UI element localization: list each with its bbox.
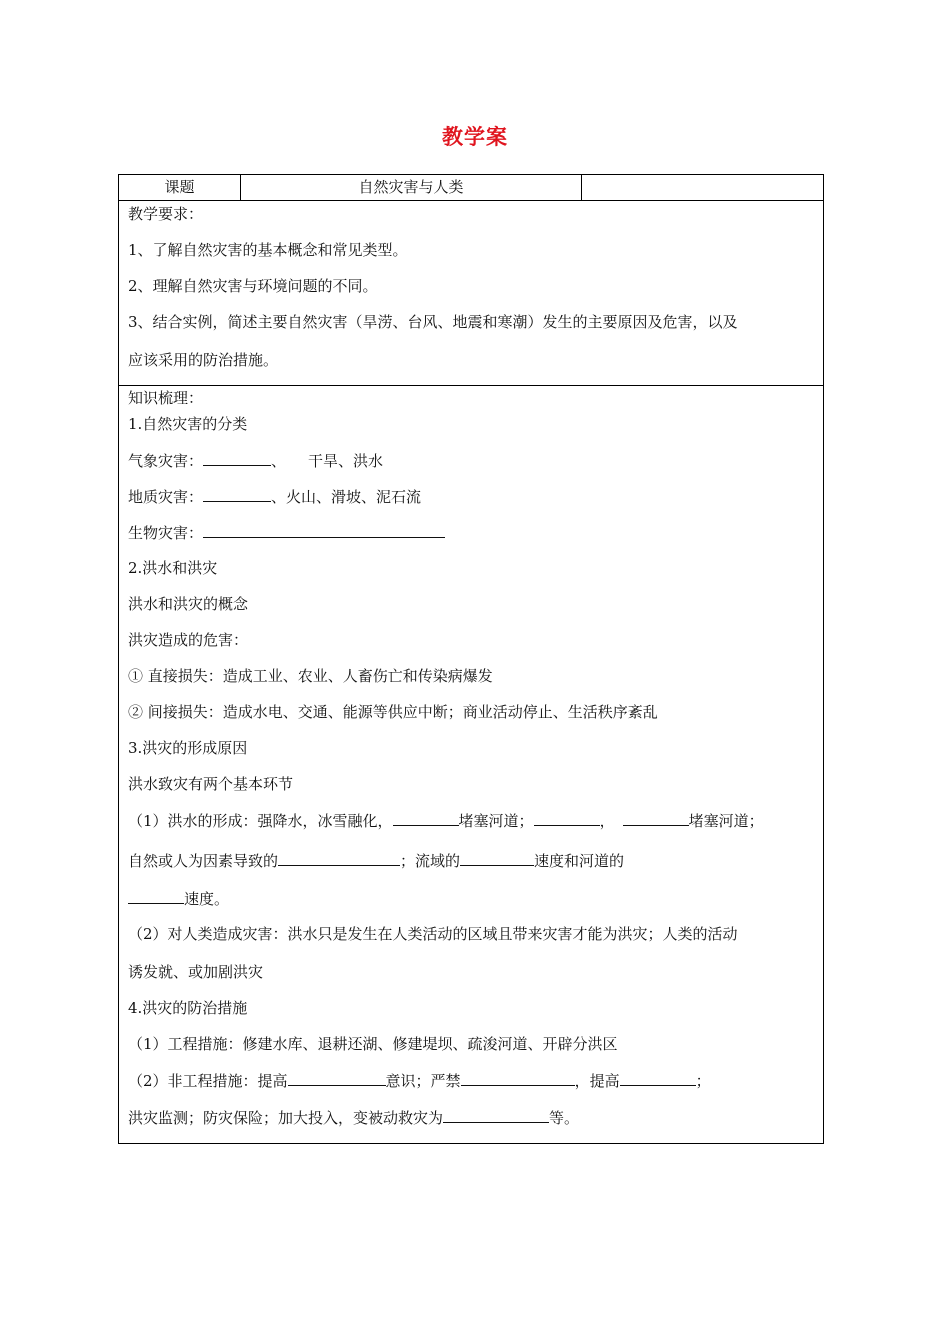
flood-harm-heading: 洪灾造成的危害： <box>128 631 249 649</box>
measure-text: （2）非工程措施：提高 <box>128 1072 288 1090</box>
requirement-item: 应该采用的防治措施。 <box>128 351 279 369</box>
formation-text: 自然或人为因素导致的 <box>128 852 279 870</box>
fill-blank[interactable] <box>203 486 271 502</box>
indirect-loss: ② 间接损失：造成水电、交通、能源等供应中断；商业活动停止、生活秩序紊乱 <box>128 703 658 721</box>
geo-label: 地质灾害： <box>128 488 204 506</box>
human-harm-line: （2）对人类造成灾害：洪水只是发生在人类活动的区域且带来灾害才能为洪灾；人类的活动 <box>128 925 738 943</box>
flood-concept: 洪水和洪灾的概念 <box>128 595 249 613</box>
knowledge-section <box>119 386 823 1143</box>
formation-text: ；流域的 <box>400 852 461 870</box>
fill-blank[interactable] <box>288 1070 386 1086</box>
formation-text: ， <box>599 812 615 830</box>
measure-text: 等。 <box>549 1109 580 1127</box>
measure-text: ，提高 <box>574 1072 620 1090</box>
flood-formation-line <box>128 810 764 831</box>
formation-text: 堵塞河道； <box>688 812 764 830</box>
measure-text: 洪灾监测；防灾保险；加大投入，变被动救灾为 <box>128 1109 444 1127</box>
measure-text: ； <box>695 1072 711 1090</box>
section-3-title: 3.洪灾的形成原因 <box>128 739 248 757</box>
requirements-heading: 教学要求： <box>128 205 204 223</box>
meteo-rest: 干旱、洪水 <box>308 452 384 470</box>
requirement-item: 2、理解自然灾害与环境问题的不同。 <box>128 277 378 295</box>
meteo-separator: 、 <box>271 452 287 470</box>
section-2-title: 2.洪水和洪灾 <box>128 559 218 577</box>
fill-blank[interactable] <box>393 810 459 826</box>
fill-blank[interactable] <box>203 450 271 466</box>
fill-blank[interactable] <box>460 850 534 866</box>
header-row <box>119 175 823 201</box>
page-title: 教学案 <box>442 125 508 149</box>
fill-blank[interactable] <box>620 1070 696 1086</box>
meteorological-disaster-line <box>128 450 383 471</box>
topic-label-cell: 课题 <box>119 175 241 200</box>
requirement-item: 1、了解自然灾害的基本概念和常见类型。 <box>128 241 408 259</box>
fill-blank[interactable] <box>278 850 400 866</box>
requirement-item: 3、结合实例，简述主要自然灾害（旱涝、台风、地震和寒潮）发生的主要原因及危害，以及 <box>128 313 738 331</box>
requirements-section <box>119 200 823 386</box>
formation-text: 堵塞河道； <box>458 812 534 830</box>
flood-intro: 洪水致灾有两个基本环节 <box>128 775 294 793</box>
section-4-title: 4.洪灾的防治措施 <box>128 999 248 1017</box>
formation-text: 速度。 <box>184 890 230 908</box>
topic-value-cell: 自然灾害与人类 <box>241 175 582 200</box>
measure-text: 意识；严禁 <box>385 1072 461 1090</box>
formation-text: （1）洪水的形成：强降水，冰雪融化， <box>128 812 393 830</box>
knowledge-heading: 知识梳理： <box>128 389 204 407</box>
engineering-measures: （1）工程措施：修建水库、退耕还湖、修建堤坝、疏浚河道、开辟分洪区 <box>128 1035 618 1053</box>
empty-header-cell <box>582 175 823 200</box>
lesson-plan-table <box>118 174 824 1144</box>
meteo-label: 气象灾害： <box>128 452 204 470</box>
geo-rest: 、火山、滑坡、泥石流 <box>271 488 422 506</box>
fill-blank[interactable] <box>128 888 184 904</box>
direct-loss: ① 直接损失：造成工业、农业、人畜伤亡和传染病爆发 <box>128 667 493 685</box>
fill-blank[interactable] <box>203 522 445 538</box>
fill-blank[interactable] <box>623 810 689 826</box>
fill-blank[interactable] <box>534 810 600 826</box>
formation-text: 速度和河道的 <box>534 852 625 870</box>
fill-blank[interactable] <box>443 1107 549 1123</box>
non-engineering-measures <box>128 1070 711 1091</box>
bio-label: 生物灾害： <box>128 524 204 542</box>
fill-blank[interactable] <box>461 1070 575 1086</box>
section-1-title: 1.自然灾害的分类 <box>128 415 248 433</box>
human-harm-line-2: 诱发就、或加剧洪灾 <box>128 963 264 981</box>
flood-formation-line-2 <box>128 850 624 871</box>
flood-formation-line-3 <box>128 888 229 909</box>
monitoring-line <box>128 1107 579 1128</box>
geological-disaster-line <box>128 486 421 507</box>
biological-disaster-line <box>128 522 445 543</box>
